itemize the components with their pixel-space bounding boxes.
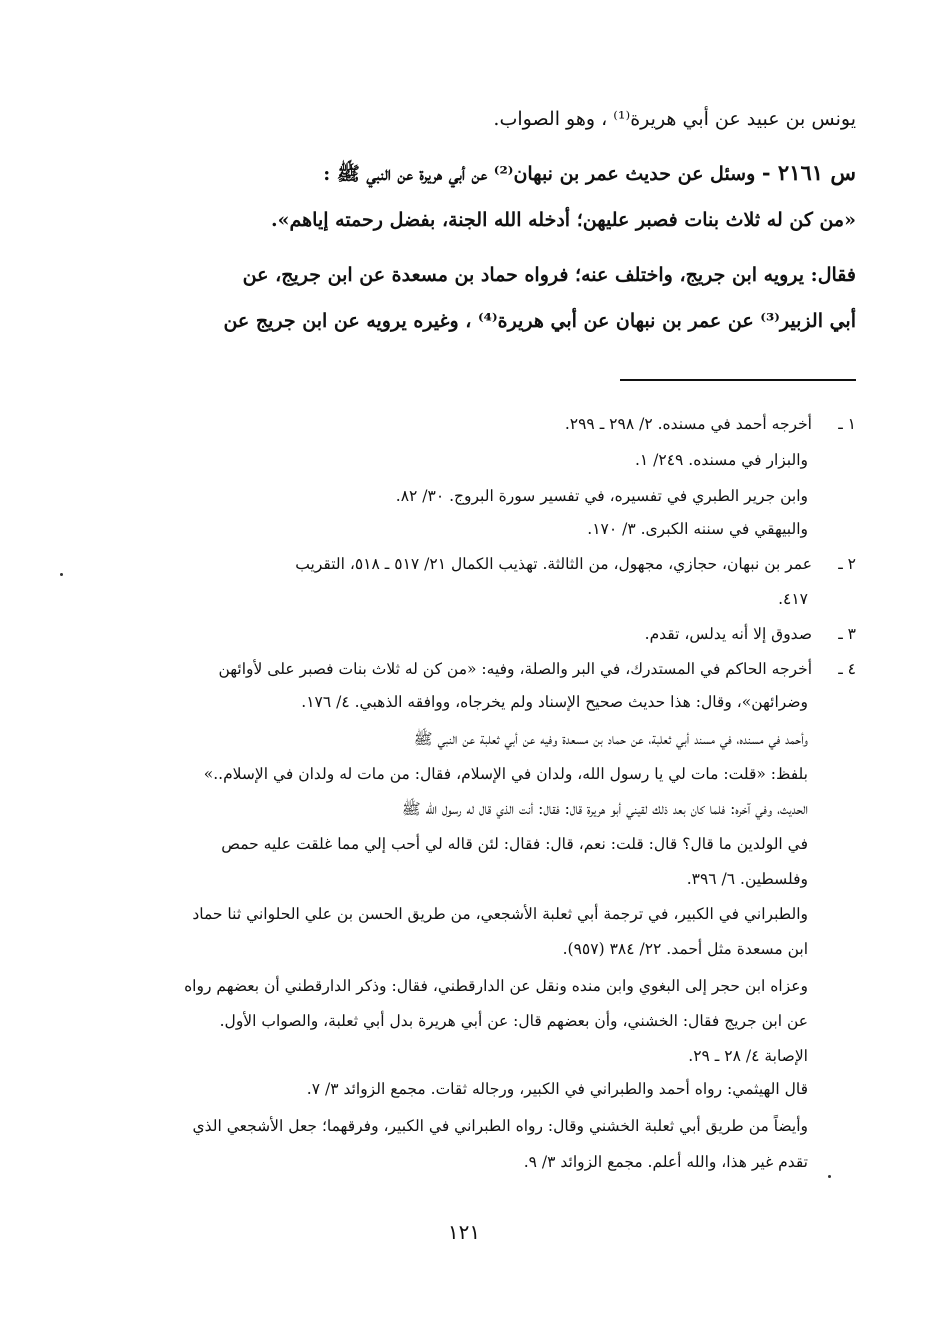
question-text: وسئل عن حديث عمر بن نبهان⁽²⁾ عن أبي هريرة عن النبي ﷺ : [323, 163, 762, 185]
footnote-1-text: أخرجه أحمد في مسنده. ٢/ ٢٩٨ ـ ٢٩٩. [564, 415, 812, 433]
footnote-1-line-2: والبزار في مسنده. ٢٤٩/ ١. [634, 451, 808, 469]
footnote-4-line-5: الحديث، وفي آخره: فلما كان بعد ذلك لقيني أبو هريرة قال: فقال: أنت الذي قال له رسول الله ﷺ [401, 800, 808, 818]
footnote-2-text: عمر بن نبهان، حجازي، مجهول، من الثالثة. تهذيب الكمال ٢١/ ٥١٧ ـ ٥١٨، التقريب [295, 555, 812, 573]
footnote-4-line-14: وأيضاً من طريق أبي ثعلبة الخشني وقال: رواه الطبراني في الكبير، وفرقهما؛ جعل الأشجعي الذي [192, 1117, 808, 1135]
footnote-4-line-1 [66, 655, 856, 683]
answer-line-2: أبي الزبير⁽³⁾ عن عمر بن نبهان عن أبي هريرة⁽⁴⁾ ، وغيره يرويه عن ابن جريج عن [223, 310, 856, 332]
footnote-4-line-13: قال الهيثمي: رواه أحمد والطبراني في الكبير، ورجاله ثقات. مجمع الزوائد ٣/ ٧. [306, 1080, 808, 1098]
footnote-1-line-4: والبيهقي في سننه الكبرى. ٣/ ١٧٠. [587, 520, 808, 538]
footnote-3-number: ٣ ـ [838, 625, 856, 643]
footnote-3-text: صدوق إلا أنه يدلس، تقدم. [644, 625, 812, 643]
question-number: س ٢١٦١ - [761, 160, 856, 185]
hadith-quote: «من كن له ثلاث بنات فصبر عليهن؛ أدخله الله الجنة، بفضل رحمته إياهم». [271, 209, 856, 231]
question-line [66, 158, 856, 188]
footnote-4-line-2: وضرائهن»، وقال: هذا حديث صحيح الإسناد ولم يخرجاه، ووافقه الذهبي. ٤/ ١٧٦. [301, 693, 808, 711]
footnote-1-line-1 [66, 410, 856, 438]
scan-speck [828, 1175, 831, 1178]
page-number: ١٢١ [447, 1220, 481, 1244]
footnote-4-line-8: والطبراني في الكبير، في ترجمة أبي ثعلبة الأشجعي، من طريق الحسن بن علي الحلواني ثنا حماد [192, 905, 808, 923]
scan-speck [60, 573, 63, 576]
footnote-4-line-12: الإصابة ٤/ ٢٨ ـ ٢٩. [688, 1047, 808, 1065]
footnote-4-line-6: في الولدين ما قال؟ قال: قلت: نعم، قال: فقال: لئن قاله لي أحب إلي مما غلقت عليه حمص [221, 835, 808, 853]
footnote-4-line-10: وعزاه ابن حجر إلى البغوي وابن منده ونقل عن الدارقطني، فقال: وذكر الدارقطني أن بعضهم رواه [184, 977, 808, 995]
answer-line-1: فقال: يرويه ابن جريج، واختلف عنه؛ فرواه حماد بن مسعدة عن ابن جريج، عن [242, 264, 856, 286]
footnote-4-line-7: وفلسطين. ٦/ ٣٩٦. [686, 870, 808, 888]
footnote-4-line-4: بلفظ: «قلت: مات لي يا رسول الله، ولدان في الإسلام، فقال: من مات له ولدان في الإسلام..» [203, 765, 808, 783]
body-line-1: يونس بن عبيد عن أبي هريرة⁽¹⁾ ، وهو الصواب. [493, 108, 856, 130]
footnote-1-line-3: وابن جرير الطبري في تفسيره، في تفسير سورة البروج. ٣٠/ ٨٢. [395, 487, 808, 505]
footnote-4-line-11: عن ابن جريج فقال: الخشني، وأن بعضهم قال: عن أبي هريرة بدل أبي ثعلبة، والصواب الأول. [219, 1012, 808, 1030]
footnote-2-line-2: ٤١٧. [778, 590, 808, 608]
footnote-3-line-1 [66, 620, 856, 648]
footnote-2-line-1 [66, 550, 856, 578]
footnote-4-line-9: ابن مسعدة مثل أحمد. ٢٢/ ٣٨٤ (٩٥٧). [562, 940, 808, 958]
footnote-4-line-15: تقدم غير هذا، والله أعلم. مجمع الزوائد ٣/ ٩. [523, 1153, 808, 1171]
footnote-4-line-3: وأحمد في مسنده، في مسند أبي ثعلبة، عن حماد بن مسعدة وفيه عن أبي ثعلبة عن النبي ﷺ [413, 730, 808, 748]
footnote-1-number: ١ ـ [838, 415, 856, 433]
footnote-2-number: ٢ ـ [838, 555, 856, 573]
footnote-separator [620, 379, 856, 381]
footnote-4-text: أخرجه الحاكم في المستدرك، في البر والصلة، وفيه: «من كن له ثلاث بنات فصبر على لأوائهن [218, 660, 812, 678]
footnote-4-number: ٤ ـ [838, 660, 856, 678]
